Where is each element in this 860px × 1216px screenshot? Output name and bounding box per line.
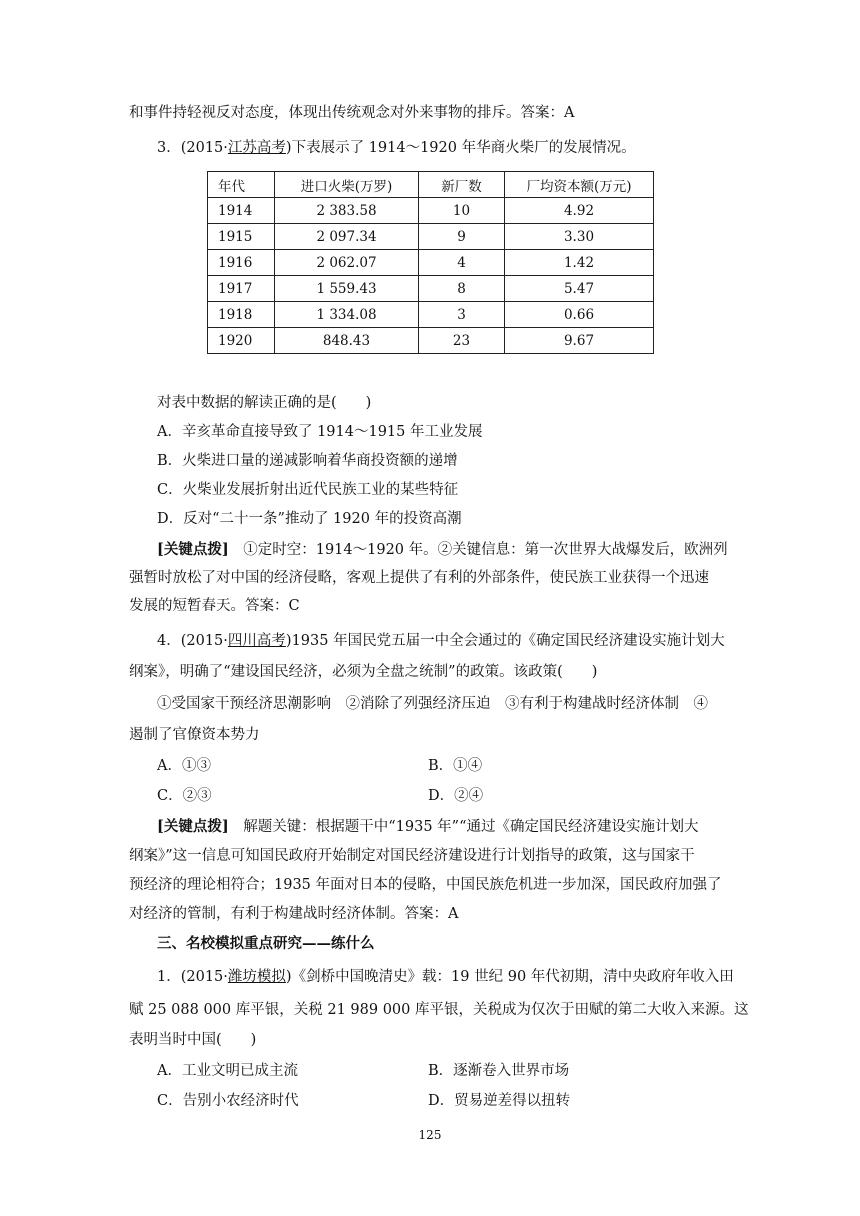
table-row (208, 302, 654, 328)
s1-source: 潍坊模拟 (227, 969, 286, 985)
q4-key-line: 预经济的理论相符合；1935 年面对日本的侵略，中国民族危机进一步加深，国民政府加强了 (129, 877, 722, 893)
q4-option-b: B．①④ (428, 758, 483, 774)
table-cell: 1917 (208, 276, 275, 302)
table-cell: 1918 (208, 302, 275, 328)
s1-number: 1．(2015· (157, 969, 228, 985)
table-cell: 2 097.34 (275, 224, 419, 250)
q4-items-line: 遏制了官僚资本势力 (129, 727, 260, 743)
table-cell: 5.47 (505, 276, 654, 302)
table-cell: 1915 (208, 224, 275, 250)
table-cell: 4 (419, 250, 505, 276)
q3-option-d: D．反对“二十一条”推动了 1920 年的投资高潮 (157, 511, 462, 527)
s1-option-a: A．工业文明已成主流 (157, 1063, 298, 1079)
s1-stem-text: )《剑桥中国晚清史》载：19 世纪 90 年代初期，清中央政府年收入田 (285, 969, 734, 985)
q3-option-c: C．火柴业发展折射出近代民族工业的某些特征 (157, 482, 459, 498)
q4-key-text: 解题关键：根据题干中“1935 年”“通过《确定国民经济建设实施计划大 (228, 819, 699, 835)
q3-question: 对表中数据的解读正确的是( ) (157, 395, 372, 411)
q4-stem-text: )1935 年国民党五届一中全会通过的《确定国民经济建设实施计划大 (285, 633, 725, 649)
s1-stem-line: 赋 25 088 000 库平银，关税 21 989 000 库平银，关税成为仅次于田赋的第二大收入来源。这 (129, 1002, 749, 1018)
q4-option-a: A．①③ (157, 758, 211, 774)
table-cell: 8 (419, 276, 505, 302)
q3-number: 3．(2015· (157, 140, 228, 156)
q3-option-a: A．辛亥革命直接导致了 1914～1915 年工业发展 (157, 424, 483, 440)
table-cell: 1 334.08 (275, 302, 419, 328)
table-cell: 1914 (208, 198, 275, 224)
table-cell: 848.43 (275, 328, 419, 354)
table-cell: 2 383.58 (275, 198, 419, 224)
s1-stem-line: 表明当时中国( ) (129, 1032, 257, 1048)
table-cell: 10 (419, 198, 505, 224)
table-row (208, 250, 654, 276)
table-cell: 23 (419, 328, 505, 354)
table-row (208, 198, 654, 224)
q4-stem-line: 纲案》，明确了“建设国民经济，必须为全盘之统制”的政策。该政策( ) (129, 664, 598, 680)
q3-key-first-line (157, 540, 728, 560)
q3-key-line: 强暂时放松了对中国的经济侵略，客观上提供了有利的外部条件，使民族工业获得一个迅速 (129, 570, 709, 586)
s1-option-d: D．贸易逆差得以扭转 (428, 1093, 571, 1109)
table-cell: 1916 (208, 250, 275, 276)
table-cell: 9 (419, 224, 505, 250)
q3-source: 江苏高考 (227, 140, 286, 156)
table-header-cell: 厂均资本额(万元) (505, 172, 654, 198)
s1-option-c: C．告别小农经济时代 (157, 1093, 299, 1109)
q4-key-line: 纲案》”这一信息可知国民政府开始制定对国民经济建设进行计划指导的政策，这与国家干 (129, 848, 695, 864)
key-point-label: [关键点拨] (157, 818, 229, 835)
table-cell: 1 559.43 (275, 276, 419, 302)
q3-key-line: 发展的短暂春天。答案：C (129, 598, 300, 614)
table-cell: 1.42 (505, 250, 654, 276)
section-heading: 三、名校模拟重点研究——练什么 (157, 935, 375, 952)
s1-stem (157, 967, 734, 987)
table-header-cell: 进口火柴(万罗) (275, 172, 419, 198)
q3-option-b: B．火柴进口量的递减影响着华商投资额的递增 (157, 453, 458, 469)
q3-stem (157, 138, 636, 158)
table-header-cell: 新厂数 (419, 172, 505, 198)
table-cell: 9.67 (505, 328, 654, 354)
table-cell: 2 062.07 (275, 250, 419, 276)
table-row (208, 224, 654, 250)
q4-key-first-line (157, 817, 698, 837)
table-cell: 1920 (208, 328, 275, 354)
match-factory-table (207, 171, 654, 354)
key-point-label: [关键点拨] (157, 541, 229, 558)
q4-number: 4．(2015· (157, 633, 228, 649)
table-cell: 4.92 (505, 198, 654, 224)
q4-stem (157, 631, 725, 651)
table-header-cell: 年代 (208, 172, 275, 198)
q4-option-c: C．②③ (157, 788, 212, 804)
table-cell: 0.66 (505, 302, 654, 328)
q4-source: 四川高考 (227, 633, 286, 649)
q4-items-line: ①受国家干预经济思潮影响 ②消除了列强经济压迫 ③有利于构建战时经济体制 ④ (157, 696, 708, 712)
table-header-row (208, 172, 654, 198)
s1-option-b: B．逐渐卷入世界市场 (428, 1063, 570, 1079)
q3-stem-text: )下表展示了 1914～1920 年华商火柴厂的发展情况。 (285, 140, 636, 156)
table-row (208, 276, 654, 302)
table-cell: 3.30 (505, 224, 654, 250)
q3-key-text: ①定时空：1914～1920 年。②关键信息：第一次世界大战爆发后，欧洲列 (228, 542, 728, 558)
page-number: 125 (418, 1128, 442, 1142)
table-cell: 3 (419, 302, 505, 328)
q4-key-line: 对经济的管制，有利于构建战时经济体制。答案：A (129, 906, 459, 922)
table-row (208, 328, 654, 354)
q4-option-d: D．②④ (428, 788, 484, 804)
continuation-line: 和事件持轻视反对态度，体现出传统观念对外来事物的排斥。答案：A (129, 105, 575, 121)
